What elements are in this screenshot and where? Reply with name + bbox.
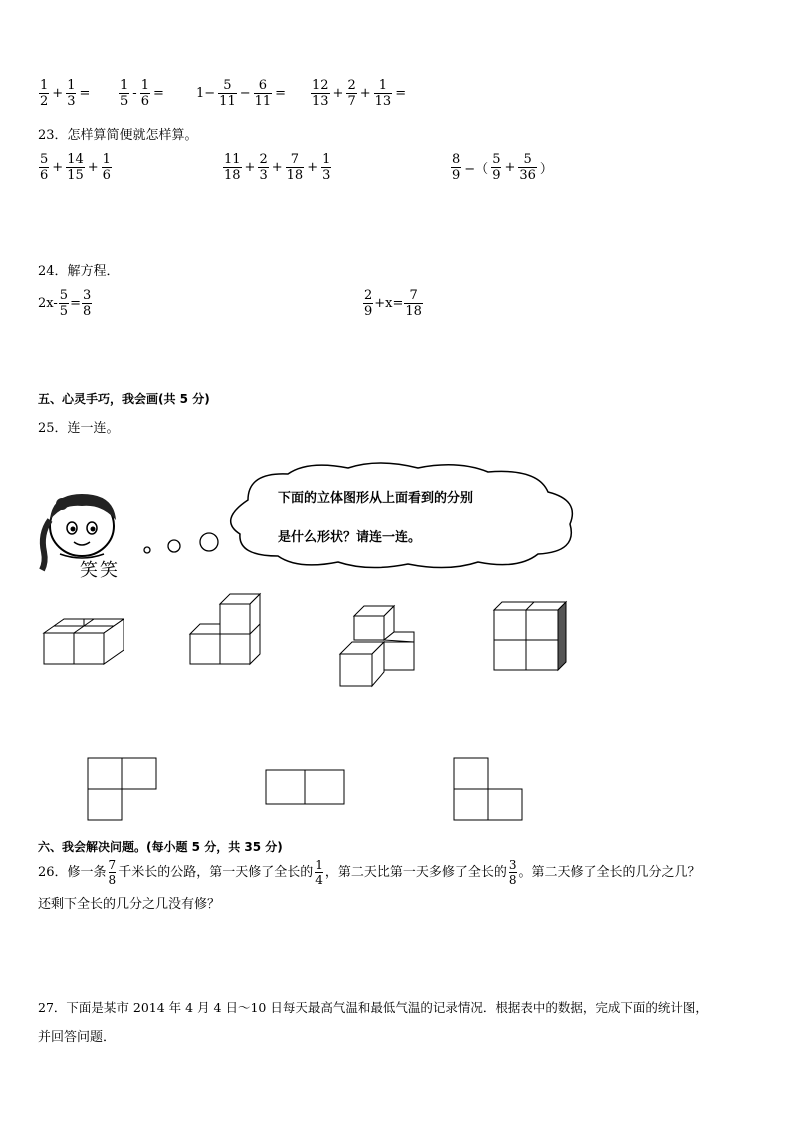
thought-bubbles [138, 530, 224, 560]
girl-name-label: 笑笑 [80, 560, 120, 581]
section-6-heading: 六、我会解决问题。(每小题 5 分，共 35 分) [38, 840, 283, 854]
fraction: $\frac{14}{15}$ [67, 152, 84, 183]
top-expr-1: $\frac{1}{2}$ + $\frac{1}{3}$ = [40, 78, 91, 109]
fraction: $\frac{12}{13}$ [312, 78, 329, 109]
q23-title: 23．怎样算简便就怎样算。 [38, 128, 198, 143]
fraction: $\frac{7}{18}$ [405, 288, 422, 319]
fraction: $\frac{1}{13}$ [374, 78, 392, 109]
fraction: $\frac{2}{7}$ [347, 78, 356, 109]
fraction: 7 8 [108, 858, 117, 887]
q24-equation-1: 2x- $\frac{5}{5}$ = $\frac{3}{8}$ [38, 288, 92, 319]
fraction: $\frac{5}{9}$ [492, 152, 501, 183]
q23-expr-2: $\frac{11}{18}$ + $\frac{2}{3}$ + $\frac{7}{18}$ + $\frac{1}{3}$ [224, 152, 331, 183]
fraction: $\frac{6}{11}$ [254, 78, 272, 109]
fraction: $\frac{5}{36}$ [519, 152, 536, 183]
fraction: $\frac{5}{11}$ [219, 78, 236, 109]
fraction: $\frac{8}{9}$ [452, 152, 461, 183]
q24-title: 24．解方程． [38, 264, 120, 279]
fraction: $\frac{1}{3}$ [67, 78, 76, 109]
cloud-text-line-2: 是什么形状？请连一连。 [278, 530, 422, 545]
q23-expr-3: $\frac{8}{9}$ −（ $\frac{5}{9}$ + $\frac{5}{36}$ ） [452, 152, 553, 183]
q27-text: 27．下面是某市 2014 年 4 月 4 日～10 日每天最高气温和最低气温的记录情况．根据表中的数据，完成下面的统计图， 并回答问题． [38, 1000, 708, 1045]
top-expr-4: $\frac{12}{13}$ + $\frac{2}{7}$ + $\frac{1}{13}$ = [312, 78, 407, 109]
fraction: $\frac{5}{5}$ [59, 288, 69, 319]
q26-text: 26．修一条 7 8 千米长的公路，第一天修了全长的 1 4 ，第二天比第一天多修了全长的 3 8 。第二天修了全长的几分之几？ 还剩下全长的几分之几没有修？ [38, 858, 701, 912]
section-5-heading: 五、心灵手巧，我会画(共 5 分) [38, 392, 210, 406]
q23-expr-1: $\frac{5}{6}$ + $\frac{14}{15}$ + $\frac{1}{6}$ [40, 152, 111, 183]
solid-figure-2 [188, 590, 264, 666]
fraction: $\frac{7}{18}$ [286, 152, 304, 183]
fraction: $\frac{2}{9}$ [364, 288, 373, 319]
fraction: 3 8 [508, 858, 517, 887]
fraction: $\frac{1}{6}$ [140, 78, 149, 109]
fraction: $\frac{1}{5}$ [120, 78, 129, 109]
cloud-text-line-1: 下面的立体图形从上面看到的分别 [278, 491, 474, 506]
solid-figure-1 [40, 606, 124, 668]
top-view-shape-1 [86, 756, 158, 822]
fraction: $\frac{11}{18}$ [224, 152, 241, 183]
speech-cloud [218, 460, 584, 572]
top-view-shape-2 [264, 768, 346, 808]
fraction: $\frac{5}{6}$ [40, 152, 49, 183]
q24-equation-2: $\frac{2}{9}$ +x= $\frac{7}{18}$ [364, 288, 422, 319]
fraction: $\frac{3}{8}$ [82, 288, 92, 319]
fraction: $\frac{1}{3}$ [322, 152, 331, 183]
fraction: $\frac{1}{6}$ [102, 152, 111, 183]
q25-title: 25．连一连。 [38, 421, 120, 436]
solid-figure-3 [338, 602, 418, 688]
fraction: $\frac{1}{2}$ [40, 78, 49, 109]
top-expr-3: 1− $\frac{5}{11}$ − $\frac{6}{11}$ = [196, 78, 287, 109]
solid-figure-4 [490, 600, 570, 672]
fraction: 1 4 [315, 858, 323, 887]
fraction: $\frac{2}{3}$ [259, 152, 268, 183]
top-expr-2: $\frac{1}{5}$ - $\frac{1}{6}$ = [120, 78, 164, 109]
top-view-shape-3 [452, 756, 526, 822]
